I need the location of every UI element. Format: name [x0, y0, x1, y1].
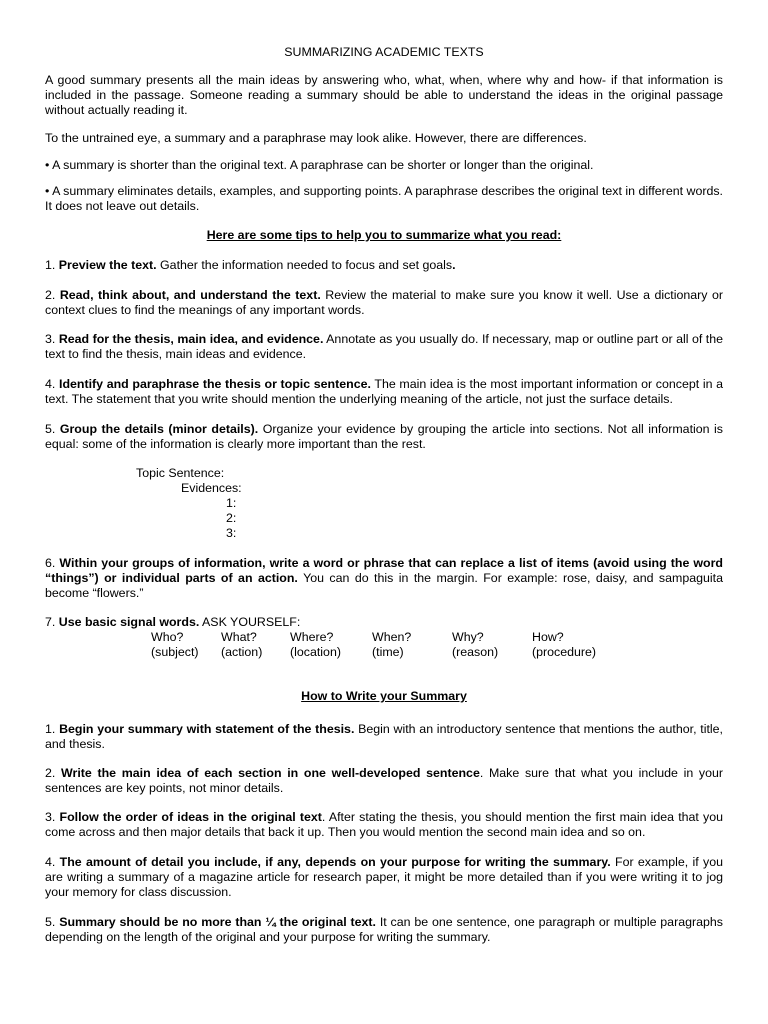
document-title: SUMMARIZING ACADEMIC TEXTS	[284, 45, 484, 59]
signal-answer: (action)	[221, 645, 263, 659]
how-bold: Summary should be no more than ¼ the original text.	[59, 915, 376, 929]
tips-heading: Here are some tips to help you to summarize what you read:	[206, 228, 562, 242]
signal-question: Who?	[151, 630, 184, 644]
tip-bold: Identify and paraphrase the thesis or topic sentence.	[59, 377, 371, 391]
how-item	[45, 810, 723, 840]
signal-question: When?	[372, 630, 412, 644]
tip-number: 1.	[45, 258, 56, 272]
tip-text: Annotate as you usually do. If necessary, map or outline part or all of the text to find the thesis, main ideas and evidence.	[45, 332, 723, 361]
outline-item: 2:	[226, 511, 237, 525]
how-item	[45, 855, 723, 900]
tip-text: The main idea is the most important information or concept in a text. The statement that you write should mention the underlying meaning of the article, not just the surface details.	[45, 377, 723, 406]
tip-text: You can do this in the margin. For example: rose, daisy, and sampaguita become “flowers.”	[45, 571, 723, 600]
tip-item	[45, 556, 723, 601]
bullet-paragraph: • A summary eliminates details, examples, and supporting points. A paraphrase describes the original text in different words. It does not leave out details.	[45, 184, 723, 213]
tip-number: 6.	[45, 556, 56, 570]
how-text: . After stating the thesis, you should mention the first main idea that you come across and then major details that back it up. Then you would mention the second main idea and so on.	[45, 810, 723, 839]
how-bold: Begin your summary with statement of the thesis.	[59, 722, 355, 736]
intro-paragraph: To the untrained eye, a summary and a paraphrase may look alike. However, there are differences.	[45, 131, 587, 145]
how-number: 4.	[45, 855, 56, 869]
outline-topic: Topic Sentence:	[136, 466, 225, 480]
how-item	[45, 722, 723, 752]
tip-text: Review the material to make sure you know it well. Use a dictionary or context clues to find the meanings of any important words.	[45, 288, 723, 317]
tip-text: ASK YOURSELF:	[199, 615, 301, 629]
outline-evidences: Evidences:	[181, 481, 242, 495]
signal-answer: (subject)	[151, 645, 199, 659]
bullet-paragraph: • A summary is shorter than the original text. A paraphrase can be shorter or longer than the original.	[45, 158, 594, 172]
signal-answer: (reason)	[452, 645, 499, 659]
signal-answer: (time)	[372, 645, 404, 659]
tip-item	[45, 258, 723, 273]
tip-bold: Within your groups of information, write a word or phrase that can replace a list of items (avoid using the word “things”) or individual parts of an action.	[45, 556, 723, 585]
how-item	[45, 915, 723, 945]
tip-number: 7.	[45, 615, 56, 629]
tip-item	[45, 377, 723, 407]
signal-question: Why?	[452, 630, 484, 644]
how-number: 3.	[45, 810, 56, 824]
how-text: For example, if you are writing a summary of a magazine article for research paper, it might be more detailed than if you were writing it to jog your memory for class discussion.	[45, 855, 723, 899]
tip-number: 3.	[45, 332, 56, 346]
how-text: It can be one sentence, one paragraph or multiple paragraphs depending on the length of the original and your purpose for writing the summary.	[45, 915, 723, 944]
tip-bold: Use basic signal words.	[58, 615, 200, 629]
how-number: 1.	[45, 722, 56, 736]
tip-text: Gather the information needed to focus and set goals	[156, 258, 453, 272]
how-bold: Write the main idea of each section in one well-developed sentence	[61, 766, 480, 780]
how-number: 2.	[45, 766, 56, 780]
tip-bold: Read, think about, and understand the text.	[59, 288, 321, 302]
tip-bold: Preview the text.	[58, 258, 157, 272]
tip-number: 5.	[45, 422, 56, 436]
tip-item	[45, 615, 723, 630]
how-heading: How to Write your Summary	[301, 689, 467, 703]
outline-item: 3:	[226, 526, 237, 540]
how-text: Begin with an introductory sentence that mentions the author, title, and thesis.	[45, 722, 723, 751]
tip-item	[45, 288, 723, 318]
how-bold: Follow the order of ideas in the original text	[59, 810, 322, 824]
outline-item: 1:	[226, 496, 237, 510]
tip-text: Organize your evidence by grouping the article into sections. Not all information is equal: some of the information is clearly more important than the rest.	[45, 422, 723, 451]
signal-answer: (procedure)	[532, 645, 597, 659]
tip-bold: Group the details (minor details).	[59, 422, 259, 436]
tip-tail: .	[452, 258, 456, 272]
how-text: . Make sure that what you include in your sentences are key points, not minor details.	[45, 766, 724, 795]
signal-answer: (location)	[290, 645, 341, 659]
intro-paragraph: A good summary presents all the main ideas by answering who, what, when, where why and how- if that information is included in the passage. Someone reading a summary should be able to understand the ideas in the original passage without actually reading it.	[45, 73, 723, 117]
how-number: 5.	[45, 915, 56, 929]
signal-question: How?	[532, 630, 564, 644]
signal-question: Where?	[290, 630, 334, 644]
tip-item	[45, 422, 723, 452]
tip-number: 2.	[45, 288, 56, 302]
tip-item	[45, 332, 723, 362]
tip-number: 4.	[45, 377, 56, 391]
signal-question: What?	[221, 630, 257, 644]
how-item	[45, 766, 723, 796]
tip-bold: Read for the thesis, main idea, and evidence.	[58, 332, 324, 346]
how-bold: The amount of detail you include, if any, depends on your purpose for writing the summary.	[59, 855, 611, 869]
